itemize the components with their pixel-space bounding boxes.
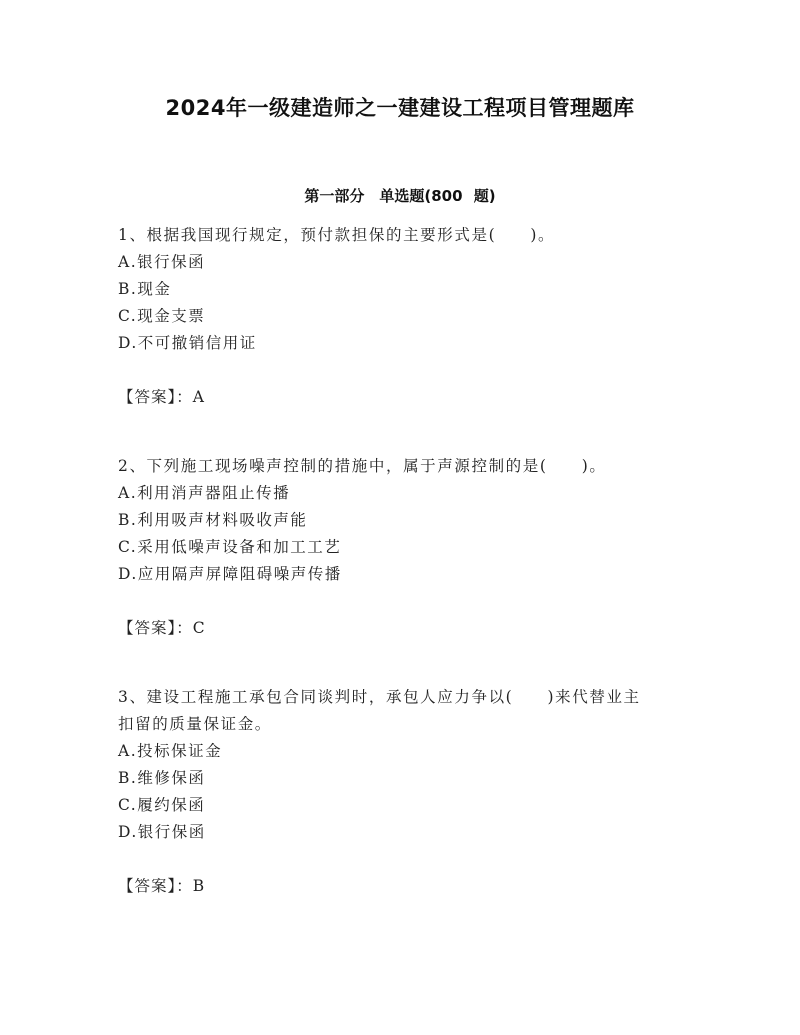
question-stem-line: 2、下列施工现场噪声控制的措施中，属于声源控制的是( )。 <box>118 457 607 475</box>
question-stem-line: 3、建设工程施工承包合同谈判时，承包人应力争以( )来代替业主 <box>118 688 641 706</box>
option-d: D.银行保函 <box>118 823 206 841</box>
option-d: D.应用隔声屏障阻碍噪声传播 <box>118 565 342 583</box>
option-b: B.现金 <box>118 280 172 298</box>
option-c: C.现金支票 <box>118 307 206 325</box>
question-3 <box>118 684 688 900</box>
answer-value: ：C <box>176 619 206 637</box>
question-1 <box>118 222 688 411</box>
option-d: D.不可撤销信用证 <box>118 334 257 352</box>
section-heading: 第一部分 单选题(800 题) <box>304 187 496 205</box>
answer-label: 【答案】 <box>118 388 177 406</box>
answer-line <box>118 615 688 642</box>
question-stem <box>118 222 688 249</box>
answer-label: 【答案】 <box>118 877 177 895</box>
question-stem <box>118 684 688 738</box>
option-b: B.维修保函 <box>118 769 206 787</box>
option-a: A.投标保证金 <box>118 742 223 760</box>
option-c: C.履约保函 <box>118 796 206 814</box>
option-a: A.利用消声器阻止传播 <box>118 484 291 502</box>
question-stem-line: 扣留的质量保证金。 <box>118 715 272 733</box>
question-stem <box>118 453 688 480</box>
answer-value: ：B <box>176 877 206 895</box>
option-c: C.采用低噪声设备和加工工艺 <box>118 538 342 556</box>
page-title: 2024年一级建造师之一建建设工程项目管理题库 <box>165 96 635 120</box>
option-a: A.银行保函 <box>118 253 206 271</box>
option-b: B.利用吸声材料吸收声能 <box>118 511 308 529</box>
answer-label: 【答案】 <box>118 619 177 637</box>
answer-line <box>118 384 688 411</box>
question-stem-line: 1、根据我国现行规定，预付款担保的主要形式是( )。 <box>118 226 556 244</box>
answer-value: ：A <box>176 388 205 406</box>
question-2 <box>118 453 688 642</box>
answer-line <box>118 873 688 900</box>
